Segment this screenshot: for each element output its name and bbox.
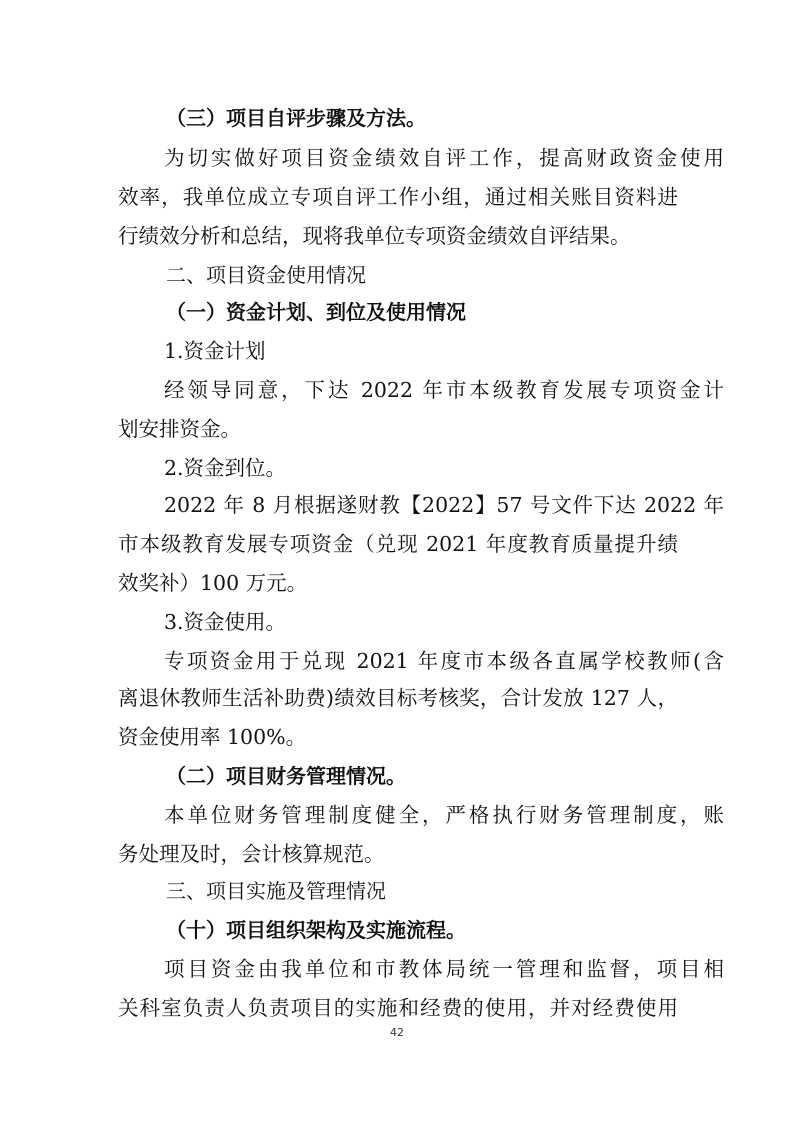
paragraph-line: 效奖补）100 万元。 [118, 571, 308, 595]
section-heading: （三）项目自评步骤及方法。 [166, 106, 426, 130]
paragraph-line: 关科室负责人负责项目的实施和经费的使用，并对经费使用 [118, 996, 678, 1020]
paragraph-line: 2022 年 8 月根据遂财教【2022】57 号文件下达 2022 年 [164, 493, 724, 517]
chapter-heading: 二、项目资金使用情况 [166, 263, 366, 287]
paragraph-line: 专项资金用于兑现 2021 年度市本级各直属学校教师(含 [164, 649, 724, 673]
chapter-heading: 三、项目实施及管理情况 [166, 879, 386, 903]
section-heading: （一）资金计划、到位及使用情况 [166, 300, 466, 324]
paragraph-line: 经领导同意，下达 2022 年市本级教育发展专项资金计 [164, 378, 724, 402]
paragraph-line: 为切实做好项目资金绩效自评工作，提高财政资金使用 [164, 146, 724, 170]
paragraph-line: 项目资金由我单位和市教体局统一管理和监督，项目相 [164, 957, 724, 981]
section-heading: （十）项目组织架构及实施流程。 [166, 918, 466, 942]
paragraph-line: 行绩效分析和总结，现将我单位专项资金绩效自评结果。 [118, 224, 631, 248]
paragraph-line: 务处理及时，会计核算规范。 [118, 842, 385, 866]
page-number: 42 [390, 1026, 404, 1039]
paragraph-line: 效率，我单位成立专项自评工作小组，通过相关账目资料进 [118, 185, 678, 209]
paragraph-line: 市本级教育发展专项资金（兑现 2021 年度教育质量提升绩 [118, 532, 678, 556]
paragraph-line: 资金使用率 100%。 [118, 725, 307, 749]
paragraph-line: 划安排资金。 [118, 417, 241, 441]
section-heading: （二）项目财务管理情况。 [166, 764, 406, 788]
subsection-heading: 3.资金使用。 [164, 610, 287, 634]
subsection-heading: 2.资金到位。 [164, 456, 287, 480]
subsection-heading: 1.资金计划 [164, 339, 266, 363]
paragraph-line: 本单位财务管理制度健全，严格执行财务管理制度，账 [164, 803, 724, 827]
paragraph-line: 离退休教师生活补助费)绩效目标考核奖，合计发放 127 人， [118, 686, 678, 710]
